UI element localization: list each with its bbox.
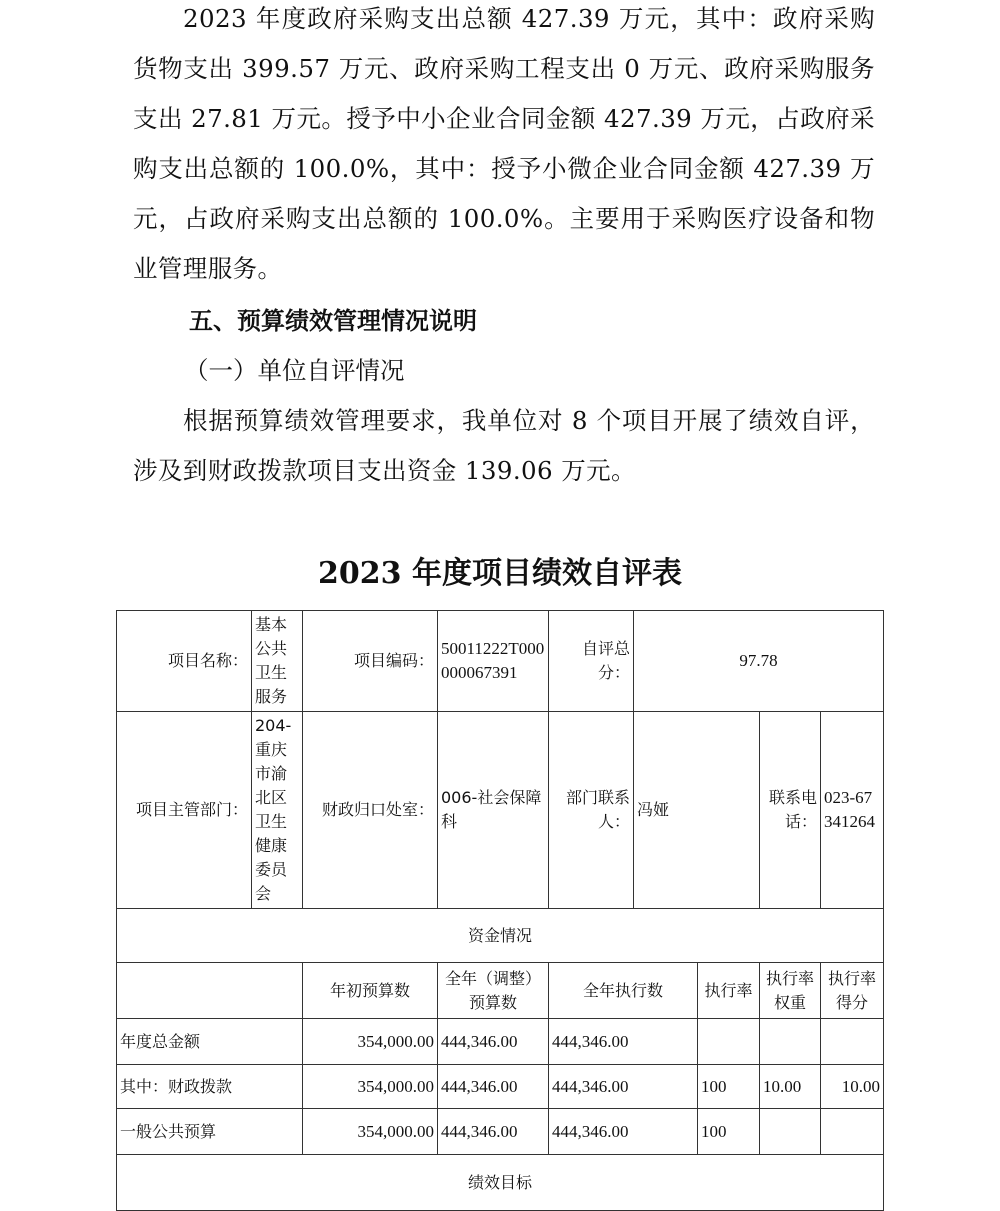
goals-section-header: 绩效目标 <box>117 1155 884 1211</box>
header-score: 执行率得分 <box>821 963 884 1019</box>
funds-row-label: 其中：财政拨款 <box>117 1065 303 1109</box>
project-code-value: 50011222T000000067391 <box>438 611 549 712</box>
funds-weight: 10.00 <box>760 1065 821 1109</box>
table-row <box>117 1109 884 1155</box>
funds-executed: 444,346.00 <box>549 1065 698 1109</box>
funds-weight <box>760 1109 821 1155</box>
header-rate: 执行率 <box>698 963 760 1019</box>
project-code-label: 项目编码： <box>303 611 438 712</box>
procurement-paragraph: 2023 年度政府采购支出总额 427.39 万元，其中：政府采购货物支出 399.57 万元、政府采购工程支出 0 万元、政府采购服务支出 27.81 万元。授予中小企业合同金额 427.39 万元，占政府采购支出总额的 100.0%，其中：授予小微企业合同金额 427.39 万元，占政府采购支出总额的 100.0%。主要用于采购医疗设备和物业管理服务。 <box>133 4 875 283</box>
project-name-label: 项目名称： <box>117 611 252 712</box>
funds-section-header: 资金情况 <box>117 909 884 963</box>
header-weight: 执行率权重 <box>760 963 821 1019</box>
dept-value: 204-重庆市渝北区卫生健康委员会 <box>252 712 303 909</box>
self-score-label: 自评总分： <box>549 611 634 712</box>
funds-rate: 100 <box>698 1065 760 1109</box>
funds-header-blank <box>117 963 303 1019</box>
funds-adjusted: 444,346.00 <box>438 1065 549 1109</box>
phone-value: 023-67341264 <box>821 712 884 909</box>
finance-office-value: 006-社会保障科 <box>438 712 549 909</box>
funds-score <box>821 1109 884 1155</box>
goals-section-row <box>117 1155 884 1211</box>
subsection-heading: （一）单位自评情况 <box>184 356 405 385</box>
funds-score: 10.00 <box>821 1065 884 1109</box>
funds-adjusted: 444,346.00 <box>438 1109 549 1155</box>
section-heading: 五、预算绩效管理情况说明 <box>189 307 477 335</box>
funds-rate: 100 <box>698 1109 760 1155</box>
header-executed: 全年执行数 <box>549 963 698 1019</box>
funds-initial: 354,000.00 <box>303 1065 438 1109</box>
table-row <box>117 1019 884 1065</box>
performance-eval-table <box>116 610 884 1211</box>
funds-score <box>821 1019 884 1065</box>
funds-section-row <box>117 909 884 963</box>
self-score-value: 97.78 <box>634 611 884 712</box>
funds-weight <box>760 1019 821 1065</box>
funds-header-row <box>117 963 884 1019</box>
table-row-project <box>117 611 884 712</box>
funds-adjusted: 444,346.00 <box>438 1019 549 1065</box>
contact-person-label: 部门联系人： <box>549 712 634 909</box>
funds-initial: 354,000.00 <box>303 1109 438 1155</box>
phone-label: 联系电话： <box>760 712 821 909</box>
funds-executed: 444,346.00 <box>549 1019 698 1065</box>
funds-row-label: 一般公共预算 <box>117 1109 303 1155</box>
table-title: 2023 年度项目绩效自评表 <box>318 556 682 591</box>
funds-initial: 354,000.00 <box>303 1019 438 1065</box>
table-row-department <box>117 712 884 909</box>
table-row <box>117 1065 884 1109</box>
finance-office-label: 财政归口处室： <box>303 712 438 909</box>
funds-row-label: 年度总金额 <box>117 1019 303 1065</box>
contact-person-value: 冯娅 <box>634 712 760 909</box>
dept-label: 项目主管部门： <box>117 712 252 909</box>
header-budget-initial: 年初预算数 <box>303 963 438 1019</box>
header-budget-adjusted: 全年（调整）预算数 <box>438 963 549 1019</box>
funds-executed: 444,346.00 <box>549 1109 698 1155</box>
project-name-value: 基本公共卫生服务 <box>252 611 303 712</box>
self-eval-paragraph: 根据预算绩效管理要求，我单位对 8 个项目开展了绩效自评，涉及到财政拨款项目支出资金 139.06 万元。 <box>133 406 875 485</box>
funds-rate <box>698 1019 760 1065</box>
